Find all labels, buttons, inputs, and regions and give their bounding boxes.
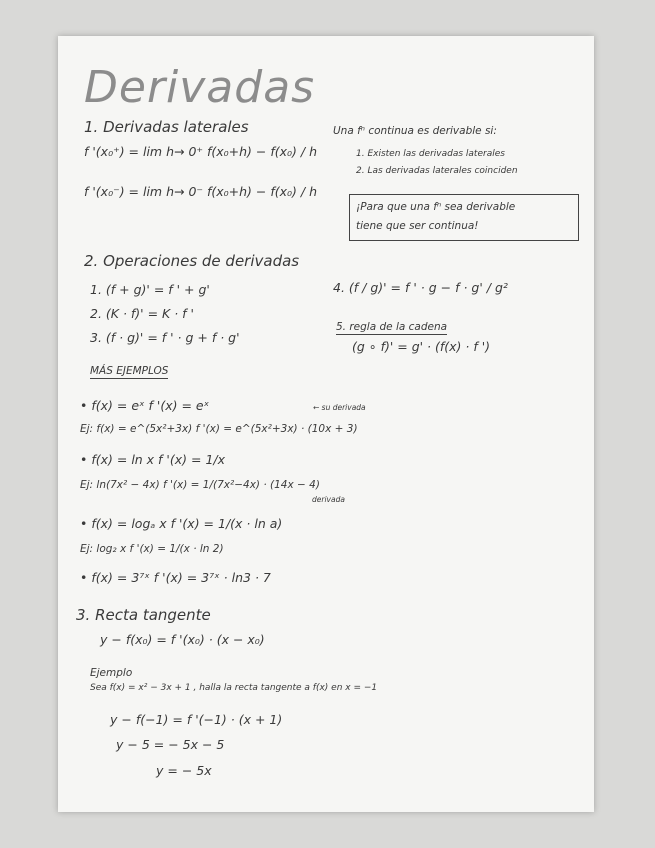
right-derivative-formula: f '(x₀⁺) = lim h→ 0⁺ f(x₀+h) − f(x₀) / h <box>84 144 318 159</box>
condition-1: 1. Existen las derivadas laterales <box>356 149 505 159</box>
chain-rule-title: 5. regla de la cadena <box>336 321 448 333</box>
example-statement: Sea f(x) = x² − 3x + 1 , halla la recta tangente a f(x) en x = −1 <box>90 683 378 693</box>
section-1-heading: 1. Derivadas laterales <box>84 118 249 136</box>
example-1-exercise: Ej: f(x) = e^(5x²+3x) f '(x) = e^(5x²+3x) · (10x + 3) <box>80 423 358 435</box>
chain-rule-formula: (g ∘ f)' = g' · (f(x) · f ') <box>352 339 491 354</box>
left-derivative-formula: f '(x₀⁻) = lim h→ 0⁻ f(x₀+h) − f(x₀) / h <box>84 184 318 199</box>
example-2-exercise: Ej: ln(7x² − 4x) f '(x) = 1/(7x²−4x) · (14x − 4) <box>80 479 320 491</box>
continuity-intro: Una fⁿ continua es derivable si: <box>333 125 497 137</box>
note-line-1: ¡Para que una fⁿ sea derivable <box>356 201 516 213</box>
example-2: • f(x) = ln x f '(x) = 1/x <box>80 452 226 467</box>
tangent-step-1: y − f(−1) = f '(−1) · (x + 1) <box>110 712 283 727</box>
section-3-heading: 3. Recta tangente <box>76 606 211 624</box>
condition-2: 2. Las derivadas laterales coinciden <box>356 166 518 176</box>
notebook-page <box>58 36 594 812</box>
operation-3: 3. (f · g)' = f ' · g + f · g' <box>90 330 240 345</box>
example-3: • f(x) = logₐ x f '(x) = 1/(x · ln a) <box>80 516 283 531</box>
operation-4: 4. (f / g)' = f ' · g − f · g' / g² <box>333 280 508 295</box>
tangent-step-2: y − 5 = − 5x − 5 <box>116 737 225 752</box>
example-2-note: derivada <box>312 495 345 504</box>
note-line-2: tiene que ser continua! <box>356 220 479 232</box>
example-4: • f(x) = 3⁷ˣ f '(x) = 3⁷ˣ · ln3 · 7 <box>80 570 271 585</box>
section-2-heading: 2. Operaciones de derivadas <box>84 252 300 270</box>
page-title: Derivadas <box>84 62 316 113</box>
example-3-exercise: Ej: log₂ x f '(x) = 1/(x · ln 2) <box>80 543 224 555</box>
examples-heading: MÁS EJEMPLOS <box>90 365 169 377</box>
tangent-step-3: y = − 5x <box>156 763 212 778</box>
example-1-note: ← su derivada <box>313 403 366 412</box>
operation-2: 2. (K · f)' = K · f ' <box>90 306 194 321</box>
tangent-formula: y − f(x₀) = f '(x₀) · (x − x₀) <box>100 632 265 647</box>
example-label: Ejemplo <box>90 667 133 679</box>
example-1: • f(x) = eˣ f '(x) = eˣ <box>80 398 210 413</box>
operation-1: 1. (f + g)' = f ' + g' <box>90 282 210 297</box>
